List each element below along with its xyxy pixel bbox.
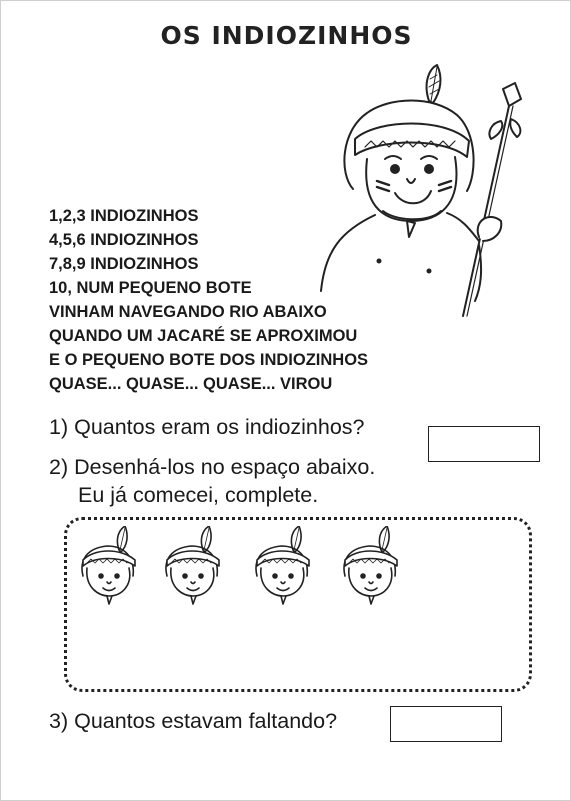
poem-line: QUANDO UM JACARÉ SE APROXIMOU <box>49 327 358 345</box>
answer-box-3[interactable] <box>390 706 502 742</box>
question-3: 3) Quantos estavam faltando? <box>49 709 338 733</box>
indian-head-drawing <box>161 526 225 608</box>
question-1: 1) Quantos eram os indiozinhos? <box>49 415 365 439</box>
indian-head-drawing <box>251 526 315 608</box>
poem <box>49 204 368 396</box>
poem-line: VINHAM NAVEGANDO RIO ABAIXO <box>49 303 327 321</box>
poem-line: 4,5,6 INDIOZINHOS <box>49 231 199 249</box>
poem-line: 1,2,3 INDIOZINHOS <box>49 207 199 225</box>
poem-line: QUASE... QUASE... QUASE... VIROU <box>49 375 333 393</box>
indian-head-drawing <box>339 526 403 608</box>
indian-head-drawing <box>77 526 141 608</box>
question-2-instruction: Eu já comecei, complete. <box>78 483 319 507</box>
answer-box-1[interactable] <box>428 426 540 462</box>
poem-line: 7,8,9 INDIOZINHOS <box>49 255 199 273</box>
poem-line: 10, NUM PEQUENO BOTE <box>49 279 252 297</box>
worksheet-title: OS INDIOZINHOS <box>160 21 413 50</box>
poem-line: E O PEQUENO BOTE DOS INDIOZINHOS <box>49 351 369 369</box>
question-2: 2) Desenhá-los no espaço abaixo. <box>49 455 376 479</box>
